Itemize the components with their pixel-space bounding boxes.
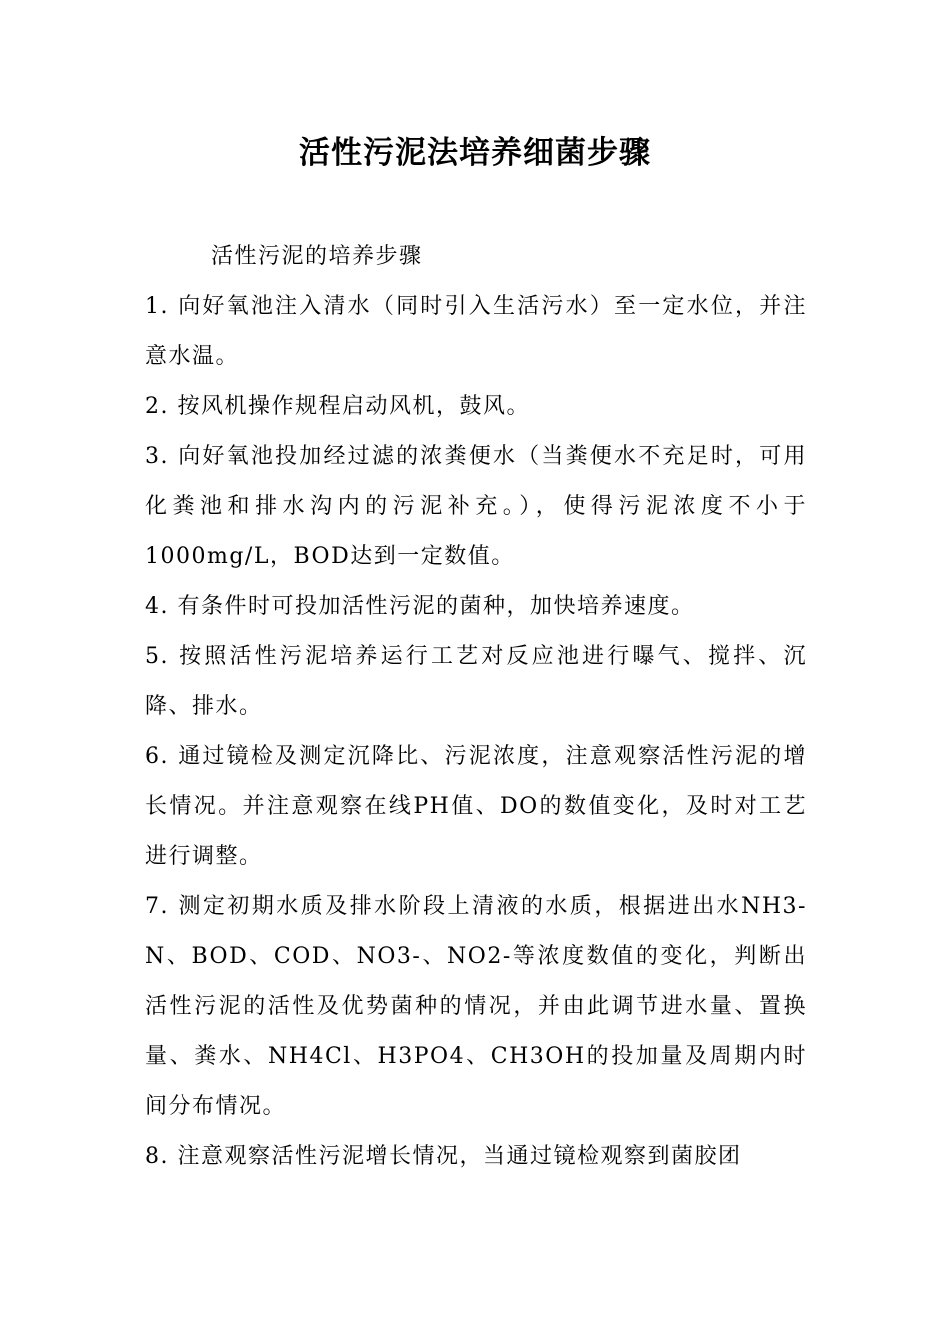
step-4: 4. 有条件时可投加活性污泥的菌种，加快培养速度。 [145, 594, 695, 619]
document-body [145, 232, 807, 1182]
step-3: 3. 向好氧池投加经过滤的浓粪便水（当粪便水不充足时，可用化粪池和排水沟内的污泥补充。），使得污泥浓度不小于1000mg/L，BOD达到一定数值。 [145, 444, 807, 569]
step-5: 5. 按照活性污泥培养运行工艺对反应池进行曝气、搅拌、沉降、排水。 [145, 644, 807, 719]
step-1: 1. 向好氧池注入清水（同时引入生活污水）至一定水位，并注意水温。 [145, 294, 807, 369]
section-subheading: 活性污泥的培养步骤 [211, 244, 423, 269]
step-7: 7. 测定初期水质及排水阶段上清液的水质，根据进出水NH3-N、BOD、COD、NO3-、NO2-等浓度数值的变化，判断出活性污泥的活性及优势菌种的情况，并由此调节进水量、置换量、粪水、NH4Cl、H3PO4、CH3OH的投加量及周期内时间分布情况。 [145, 894, 807, 1119]
step-8: 8. 注意观察活性污泥增长情况，当通过镜检观察到菌胶团 [145, 1144, 742, 1169]
step-2: 2. 按风机操作规程启动风机，鼓风。 [145, 394, 530, 419]
document-title: 活性污泥法培养细菌步骤 [299, 135, 651, 171]
step-6: 6. 通过镜检及测定沉降比、污泥浓度，注意观察活性污泥的增长情况。并注意观察在线PH值、DO的数值变化，及时对工艺进行调整。 [145, 744, 807, 869]
